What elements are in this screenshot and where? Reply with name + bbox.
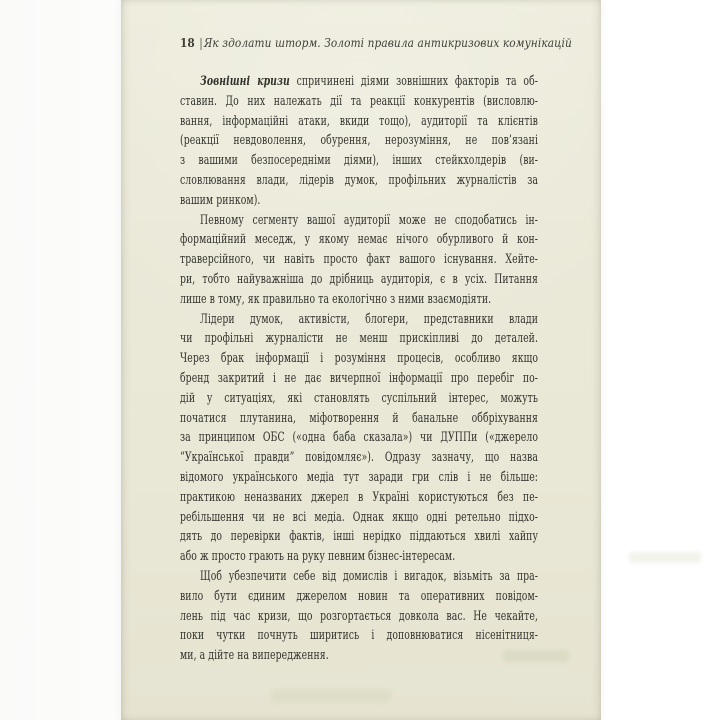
text-segment: (реакції невдоволення, обурення, нерозуміння, не пов’язані (180, 133, 538, 149)
text-segment: словлювання влади, лідерів думок, профільних журналістів за (180, 172, 538, 188)
text-line (180, 587, 538, 607)
text-segment: вання, інформаційні атаки, вкиди тощо), аудиторії та клієнтів (180, 113, 538, 129)
text-line (180, 92, 538, 112)
running-head-title: Як здолати шторм. Золоті правила антикризових комунікацій (203, 36, 572, 50)
header-separator: | (199, 36, 203, 50)
text-line (180, 567, 538, 587)
paragraph (180, 567, 538, 666)
text-line (180, 428, 538, 448)
text-line (180, 349, 538, 369)
text-line (180, 369, 538, 389)
text-line (180, 607, 538, 627)
text-line (180, 191, 538, 211)
text-segment: за принципом ОБС («одна баба сказала») чи ДУППи («джерело (180, 430, 538, 446)
text-segment: практикою неназваних джерел в Україні користуються без пе- (180, 489, 538, 505)
text-segment: з вашими безпосередніми діями), інших стейкхолдерів (ви- (180, 153, 538, 169)
text-segment: чи профільні журналісти не менш прискіпливі до деталей. (180, 331, 538, 347)
watermark-smudge (503, 650, 569, 662)
text-line (180, 131, 538, 151)
text-segment: поки чутки почнуть ширитись і доповнюватися нісенітниця- (180, 628, 538, 644)
text-segment: “Української правди” повідомляє»). Одразу зазначу, що назва (180, 450, 538, 466)
text-segment: дять до перевірки фактів, інші нерідко піддаються хвилі хайпу (180, 529, 538, 545)
text-segment: Через брак інформації і розуміння процесів, особливо якщо (180, 351, 538, 367)
text-segment: траверсійного, чи навіть просто факт вашого існування. Хейте- (180, 252, 538, 268)
paragraph (180, 211, 538, 310)
text-line (180, 290, 538, 310)
paragraph (180, 310, 538, 567)
text-line (180, 488, 538, 508)
text-segment: відомого українського медіа тут заради гри слів і не більше: (180, 469, 538, 485)
lead-phrase: Зовнішні кризи (200, 74, 290, 89)
text-line (180, 626, 538, 646)
paragraph (180, 72, 538, 211)
text-line (180, 72, 538, 92)
text-segment: Лідери думок, активісти, блогери, представники влади (200, 311, 538, 327)
text-line (180, 468, 538, 488)
page-header (180, 36, 572, 50)
text-segment: спричинені діями зовнішних факторів та об- (289, 74, 538, 89)
text-line (180, 151, 538, 171)
book-page (121, 0, 601, 720)
text-segment: Певному сегменту вашої аудиторії може не сподобатись ін- (200, 212, 538, 228)
text-segment: Щоб убезпечити себе від домислів і вигадок, візьміть за пра- (200, 568, 538, 584)
text-segment: вашим ринком). (180, 192, 261, 208)
text-line (180, 329, 538, 349)
text-line (180, 310, 538, 330)
text-segment: дій у ситуаціях, які становлять суспільний інтерес, можуть (180, 390, 538, 406)
text-segment: лень під час кризи, що розгортається довкола вас. Не чекайте, (180, 608, 538, 624)
text-segment: вило бути єдиним джерелом новин та оперативних повідом- (180, 588, 538, 604)
text-line (180, 508, 538, 528)
text-segment: або ж просто грають на руку певним бізнес-інтересам. (180, 549, 456, 565)
text-line (180, 389, 538, 409)
text-segment: формаційний меседж, у якому немає нічого обурливого й кон- (180, 232, 538, 248)
text-line (180, 646, 538, 666)
watermark-smudge (629, 552, 701, 563)
text-segment: ри, тобто найуважніша до дрібниць аудиторія, є в усіх. Питання (180, 271, 538, 287)
text-line (180, 112, 538, 132)
text-line (180, 409, 538, 429)
watermark-smudge (271, 690, 391, 703)
text-segment: ми, а дійте на випередження. (180, 648, 329, 664)
page-number: 18 (180, 36, 195, 50)
text-line (180, 250, 538, 270)
text-segment: лише в тому, як правильно та екологічно з ними взаємодіяти. (180, 291, 492, 307)
text-segment: ребільшення чи не всі медіа. Однак якщо одні ретельно підхо- (180, 509, 538, 525)
text-line (180, 171, 538, 191)
body-text-block (180, 72, 538, 666)
text-line (180, 270, 538, 290)
text-line (180, 211, 538, 231)
text-line (180, 448, 538, 468)
text-line (180, 547, 538, 567)
text-segment: початися плутанина, міфотворення й банальне оббріхування (180, 410, 538, 426)
text-segment: бренд закритий і не дає вичерпної інформації про перебіг по- (180, 370, 538, 386)
text-line (180, 230, 538, 250)
text-line (180, 527, 538, 547)
text-segment: ставин. До них належать дії та реакції конкурентів (висловлю- (180, 93, 538, 109)
